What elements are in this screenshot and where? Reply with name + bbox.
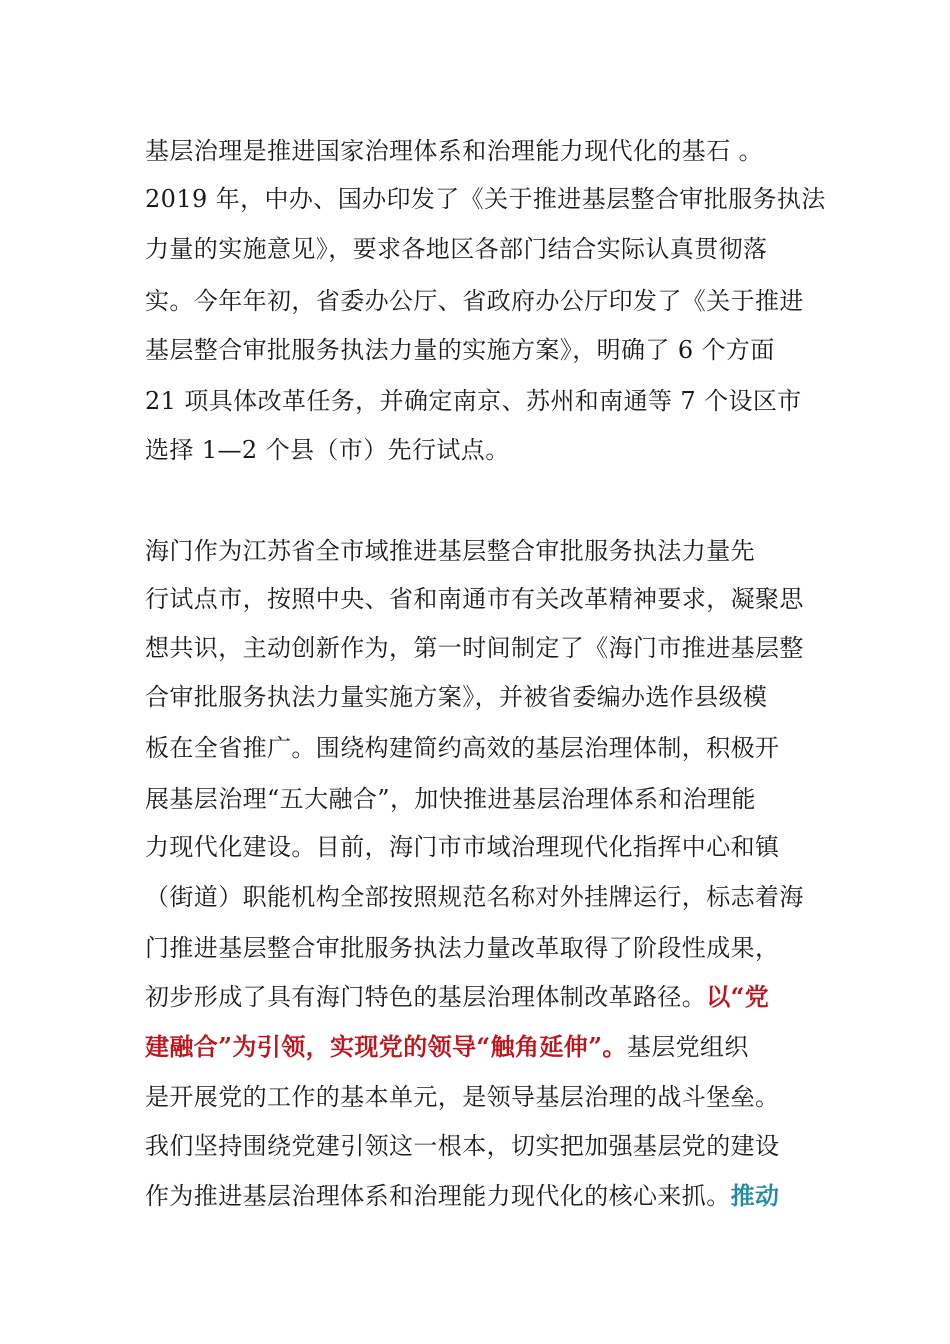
p2-line-13: 我们坚持围绕党建引领这一根本，切实把加强基层党的建设 — [145, 1132, 780, 1160]
p2-line-14 — [145, 1180, 810, 1212]
p2-line-11-text: 基层党组织 — [626, 1033, 749, 1061]
p2-line-1: 海门作为江苏省全市域推进基层整合审批服务执法力量先 — [145, 537, 755, 565]
p2-line-12: 是开展党的工作的基本单元，是领导基层治理的战斗堡垒。 — [145, 1083, 780, 1111]
p1-line-1: 基层治理是推进国家治理体系和治理能力现代化的基石 。 — [145, 137, 764, 165]
p1-line-7: 选择 1—2 个县（市）先行试点。 — [145, 436, 510, 464]
p1-line-6: 21 项具体改革任务，并确定南京、苏州和南通等 7 个设区市 — [145, 387, 802, 415]
p2-line-8: （街道）职能机构全部按照规范名称对外挂牌运行，标志着海 — [145, 883, 804, 911]
p2-line-6: 展基层治理“五大融合”，加快推进基层治理体系和治理能 — [145, 785, 756, 813]
p1-line-4: 实。今年年初，省委办公厅、省政府办公厅印发了《关于推进 — [145, 287, 804, 315]
p1-line-3: 力量的实施意见》，要求各地区各部门结合实际认真贯彻落 — [145, 235, 768, 263]
p2-line-5: 板在全省推广。围绕构建简约高效的基层治理体制，积极开 — [145, 734, 780, 762]
p2-line-11 — [145, 1031, 810, 1063]
highlight-push-forward: 推动 — [730, 1181, 780, 1210]
p2-line-3: 想共识，主动创新作为，第一时间制定了《海门市推进基层整 — [145, 634, 804, 662]
p2-line-7: 力现代化建设。目前，海门市市域治理现代化指挥中心和镇 — [145, 833, 780, 861]
highlight-party-building-start: 以“党 — [706, 982, 770, 1011]
p2-line-10 — [145, 981, 810, 1013]
p2-line-4: 合审批服务执法力量实施方案》，并被省委编办选作县级模 — [145, 683, 768, 711]
p2-line-2: 行试点市，按照中央、省和南通市有关改革精神要求，凝聚思 — [145, 585, 804, 613]
p2-line-10-text: 初步形成了具有海门特色的基层治理体制改革路径。 — [145, 983, 707, 1011]
p2-line-14-text: 作为推进基层治理体系和治理能力现代化的核心来抓。 — [145, 1182, 731, 1210]
highlight-party-building-heading: 建融合”为引领，实现党的领导“触角延伸”。 — [145, 1032, 627, 1061]
p1-line-5: 基层整合审批服务执法力量的实施方案》，明确了 6 个方面 — [145, 336, 775, 364]
p2-line-9: 门推进基层整合审批服务执法力量改革取得了阶段性成果， — [145, 934, 780, 962]
p1-line-2: 2019 年，中办、国办印发了《关于推进基层整合审批服务执法 — [145, 185, 826, 213]
